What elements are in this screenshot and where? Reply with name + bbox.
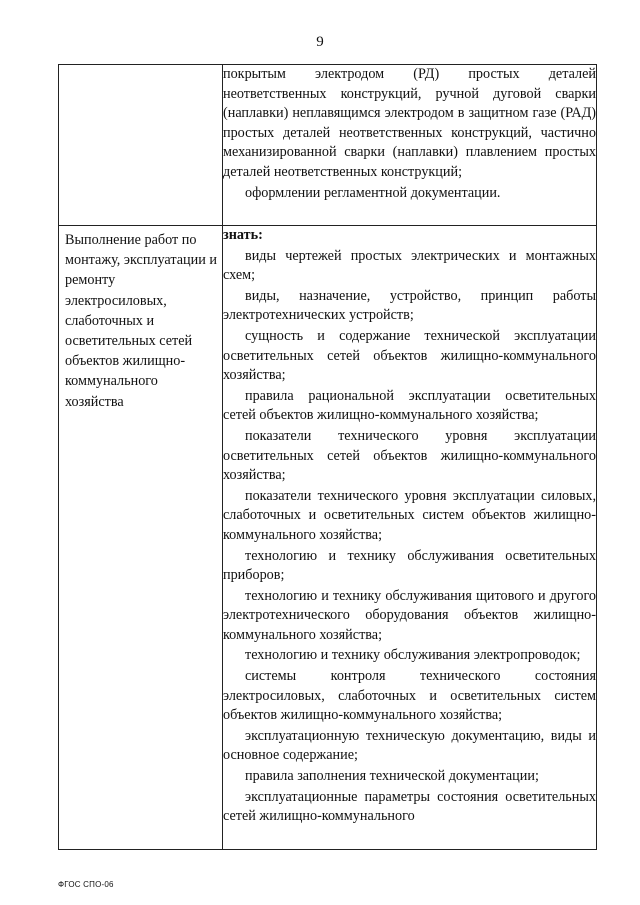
requirement-paragraph: эксплуатационную техническую документацию, виды и основное содержание;	[223, 727, 596, 764]
requirement-paragraph: технологию и технику обслуживания щитового и другого электротехнического оборудования объектов жилищно-коммунального хозяйства;	[223, 587, 596, 643]
footer-label: ФГОС СПО-06	[58, 880, 114, 889]
table-row	[59, 226, 597, 850]
requirement-paragraph: технологию и технику обслуживания электропроводок;	[245, 647, 581, 664]
table-cell-left	[59, 65, 223, 226]
requirement-paragraph: правила рациональной эксплуатации осветительных сетей объектов жилищно-коммунального хозяйства;	[223, 387, 596, 424]
table-cell-right	[223, 226, 597, 850]
requirements-list	[223, 65, 596, 203]
activity-label	[59, 65, 222, 69]
knowledge-heading: знать:	[223, 227, 263, 243]
standards-table	[58, 64, 597, 850]
requirement-paragraph: покрытым электродом (РД) простых деталей неответственных конструкций, ручной дуговой сварки (наплавки) неплавящимся электродом в защитном газе (РАД) простых деталей неответственных конструкций, частично механизированной сварки (наплавки) плавлением простых деталей неответственных конструкций;	[223, 66, 596, 180]
requirement-paragraph: правила заполнения технической документации;	[245, 768, 539, 785]
requirement-paragraph: системы контроля технического состояния электросиловых, слаботочных и осветительных систем объектов жилищно-коммунального хозяйства;	[223, 668, 596, 724]
requirement-paragraph: сущность и содержание технической эксплуатации осветительных сетей объектов жилищно-коммунального хозяйства;	[223, 327, 596, 384]
requirement-paragraph: эксплуатационные параметры состояния осветительных сетей жилищно-коммунального	[223, 788, 596, 825]
requirement-paragraph: показатели технического уровня эксплуатации осветительных сетей объектов жилищно-коммунального хозяйства;	[223, 427, 596, 484]
requirement-paragraph: показатели технического уровня эксплуатации силовых, слаботочных и осветительных систем объектов жилищно-коммунального хозяйства;	[223, 487, 596, 543]
requirements-list	[223, 247, 596, 827]
requirement-paragraph: виды чертежей простых электрических и монтажных схем;	[223, 247, 596, 284]
requirement-paragraph: технологию и технику обслуживания осветительных приборов;	[223, 547, 596, 584]
table-cell-right	[223, 65, 597, 226]
requirement-paragraph: виды, назначение, устройство, принцип работы электротехнических устройств;	[223, 287, 596, 324]
requirement-paragraph: оформлении регламентной документации.	[245, 184, 501, 201]
table-row	[59, 65, 597, 226]
page-number: 9	[316, 34, 324, 50]
activity-label: Выполнение работ по монтажу, эксплуатации и ремонту электросиловых, слаботочных и осветительных сетей объектов жилищно-коммунального хозяйства	[65, 232, 217, 410]
table-cell-left	[59, 226, 223, 850]
